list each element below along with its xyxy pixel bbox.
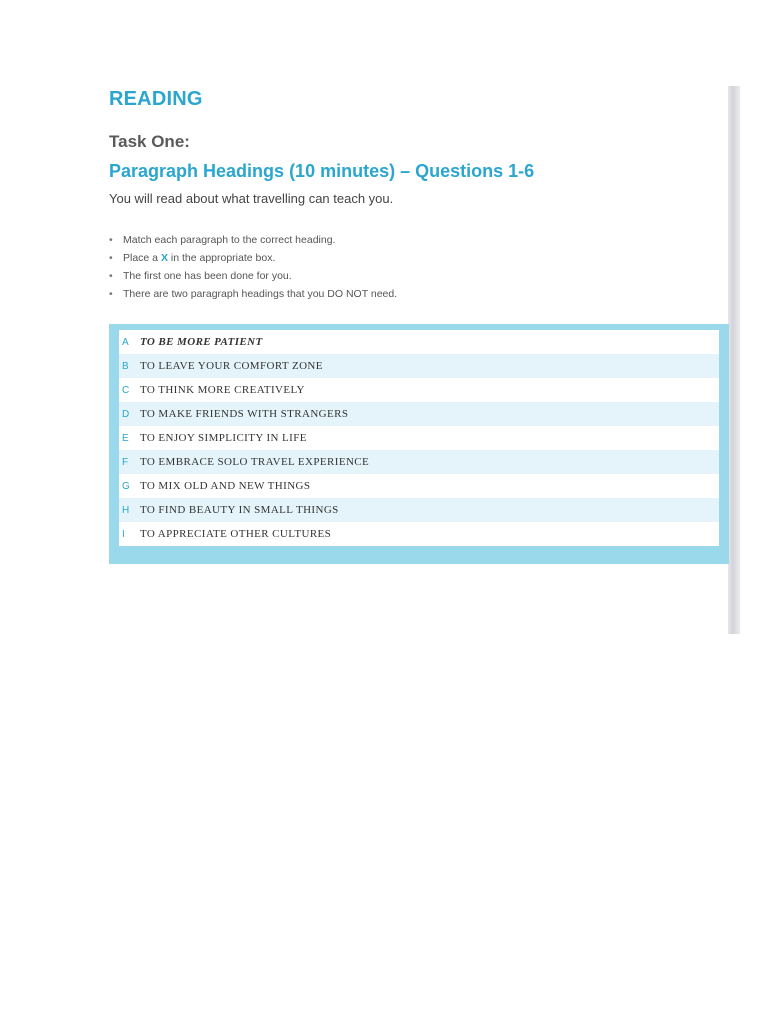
heading-text: TO ENJOY SIMPLICITY IN LIFE [140,432,307,444]
page-edge-shadow [728,86,740,634]
heading-row-e [119,426,719,450]
subtitle-rest: (10 minutes) – Questions 1-6 [284,161,535,181]
heading-letter: B [122,361,130,372]
instruction-item [109,267,397,285]
heading-row-f [119,450,719,474]
bullet-icon: • [109,288,113,300]
instruction-text: Match each paragraph to the correct heading. [123,234,336,246]
headings-list [119,330,719,546]
headings-box [109,324,729,564]
heading-letter: D [122,409,130,420]
heading-text: TO FIND BEAUTY IN SMALL THINGS [140,504,339,516]
heading-text: TO THINK MORE CREATIVELY [140,384,305,396]
heading-row-b [119,354,719,378]
heading-text: TO BE MORE PATIENT [140,336,263,348]
heading-letter: I [122,529,126,540]
bullet-icon: • [109,234,113,246]
x-mark: X [160,252,168,264]
instruction-item [109,285,397,303]
heading-letter: G [122,481,131,492]
heading-row-c [119,378,719,402]
heading-row-g [119,474,719,498]
instruction-text: There are two paragraph headings that you DO NOT need. [123,288,398,300]
bullet-icon: • [109,252,113,264]
subtitle-bold: Paragraph Headings [109,161,285,181]
heading-letter: E [122,433,130,444]
heading-letter: H [122,505,130,516]
instruction-item [109,249,397,267]
instruction-text: in the appropriate box. [167,252,276,264]
heading-text: TO EMBRACE SOLO TRAVEL EXPERIENCE [140,456,370,468]
heading-row-d [119,402,719,426]
section-title: READING [109,88,203,110]
heading-row-a [119,330,719,354]
heading-row-i [119,522,719,546]
heading-text: TO MAKE FRIENDS WITH STRANGERS [140,408,349,420]
task-title: Task One: [109,132,190,151]
instruction-text: The first one has been done for you. [123,270,292,282]
heading-letter: A [122,337,130,348]
intro-text: You will read about what travelling can teach you. [109,191,394,206]
heading-text: TO MIX OLD AND NEW THINGS [140,480,311,492]
heading-text: TO APPRECIATE OTHER CULTURES [140,528,332,540]
instruction-text: Place a [123,252,161,264]
task-subtitle [109,161,534,182]
instruction-item [109,231,397,249]
instructions-list [109,231,397,303]
heading-text: TO LEAVE YOUR COMFORT ZONE [140,360,323,372]
heading-letter: F [122,457,129,468]
heading-letter: C [122,385,130,396]
heading-row-h [119,498,719,522]
bullet-icon: • [109,270,113,282]
